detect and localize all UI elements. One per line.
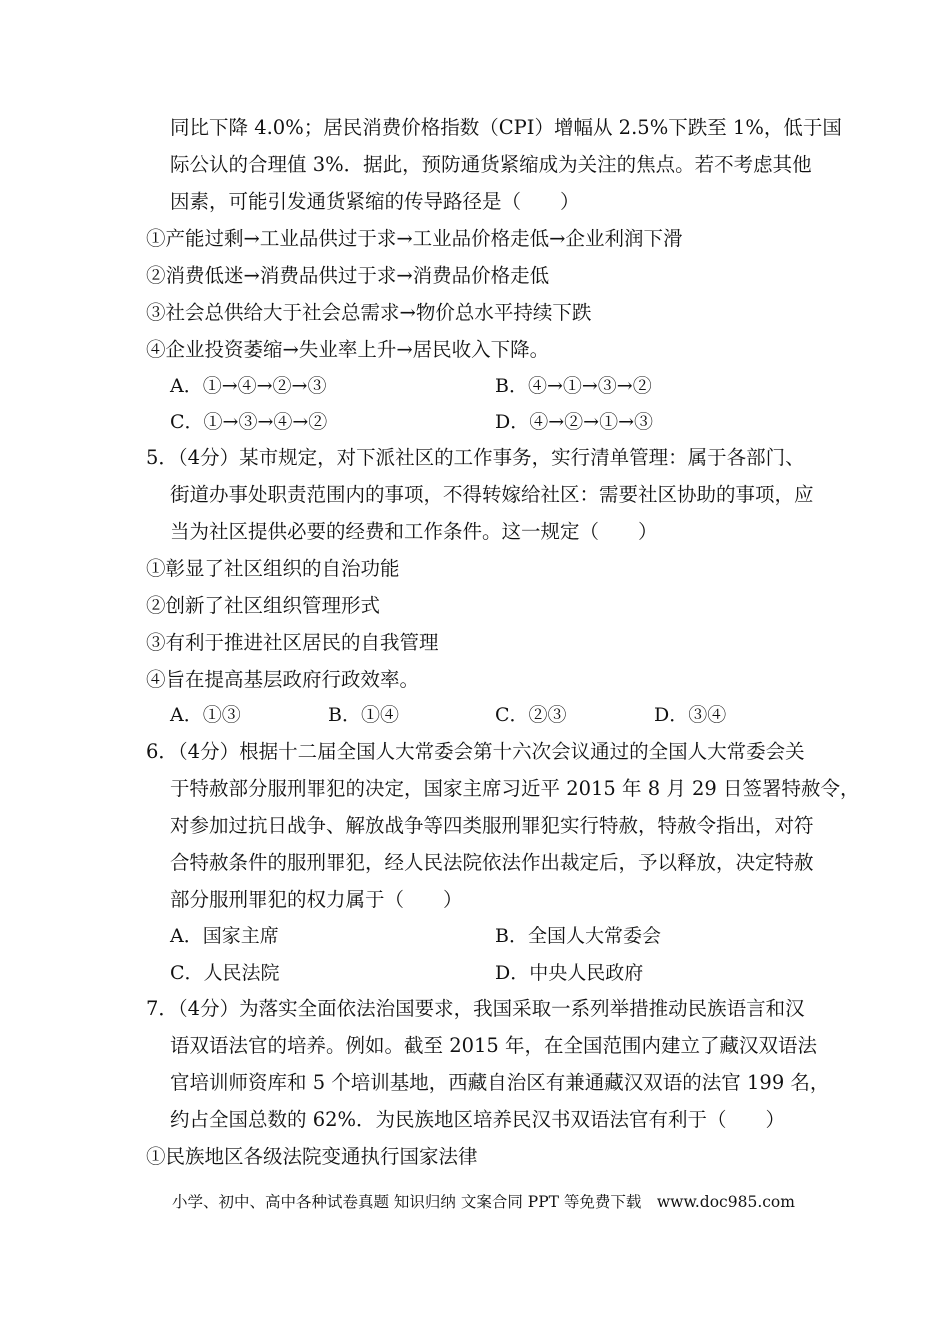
- q4-text-line-1: 同比下降 4.0%；居民消费价格指数（CPI）增幅从 2.5%下跌至 1%，低于国: [170, 116, 842, 139]
- q5-option-c: C．②③: [495, 704, 567, 726]
- q6-option-b: B．全国人大常委会: [495, 925, 661, 947]
- q6-text-line-5: 部分服刑罪犯的权力属于（ ）: [170, 888, 463, 911]
- q6-text-line-3: 对参加过抗日战争、解放战争等四类服刑罪犯实行特赦，特赦令指出，对符: [170, 814, 814, 837]
- q6-option-c: C．人民法院: [170, 962, 280, 984]
- q6-option-a: A．国家主席: [170, 925, 279, 947]
- q4-item-2: ②消费低迷→消费品供过于求→消费品价格走低: [146, 264, 550, 287]
- q7-text-line-4: 约占全国总数的 62%．为民族地区培养民汉书双语法官有利于（ ）: [170, 1108, 786, 1131]
- q6-text-line-4: 合特赦条件的服刑罪犯，经人民法院依法作出裁定后，予以释放，决定特赦: [170, 851, 814, 874]
- q6-option-d: D．中央人民政府: [495, 962, 644, 984]
- q4-item-3: ③社会总供给大于社会总需求→物价总水平持续下跌: [146, 301, 592, 324]
- q4-item-4: ④企业投资萎缩→失业率上升→居民收入下降。: [146, 338, 550, 361]
- q5-item-4: ④旨在提高基层政府行政效率。: [146, 668, 420, 691]
- q5-item-2: ②创新了社区组织管理形式: [146, 594, 381, 617]
- q7-text-line-1: 7．（4分）为落实全面依法治国要求，我国采取一系列举措推动民族语言和汉: [146, 997, 805, 1020]
- q5-item-3: ③有利于推进社区居民的自我管理: [146, 631, 439, 654]
- q4-item-1: ①产能过剩→工业品供过于求→工业品价格走低→企业利润下滑: [146, 227, 683, 250]
- q7-item-1: ①民族地区各级法院变通执行国家法律: [146, 1145, 478, 1168]
- q5-text-line-2: 街道办事处职责范围内的事项，不得转嫁给社区：需要社区协助的事项，应: [170, 483, 814, 506]
- q5-text-line-3: 当为社区提供必要的经费和工作条件。这一规定（ ）: [170, 520, 658, 543]
- page-footer: 小学、初中、高中各种试卷真题 知识归纳 文案合同 PPT 等免费下载 www.doc985.com: [172, 1193, 795, 1211]
- q4-option-c: C．①→③→④→②: [170, 411, 328, 433]
- q4-option-a: A．①→④→②→③: [170, 375, 327, 397]
- q4-option-b: B．④→①→③→②: [495, 375, 652, 397]
- q4-option-d: D．④→②→①→③: [495, 411, 653, 433]
- q5-item-1: ①彰显了社区组织的自治功能: [146, 557, 400, 580]
- q5-option-d: D．③④: [654, 704, 727, 726]
- q5-option-b: B．①④: [328, 704, 399, 726]
- q5-option-a: A．①③: [170, 704, 241, 726]
- q6-text-line-1: 6．（4分）根据十二届全国人大常委会第十六次会议通过的全国人大常委会关: [146, 740, 805, 763]
- q6-text-line-2: 于特赦部分服刑罪犯的决定，国家主席习近平 2015 年 8 月 29 日签署特赦令，: [170, 777, 860, 800]
- q7-text-line-2: 语双语法官的培养。例如。截至 2015 年，在全国范围内建立了藏汉双语法: [170, 1034, 818, 1057]
- q4-text-line-2: 际公认的合理值 3%．据此，预防通货紧缩成为关注的焦点。若不考虑其他: [170, 153, 812, 176]
- q7-text-line-3: 官培训师资库和 5 个培训基地，西藏自治区有兼通藏汉双语的法官 199 名，: [170, 1071, 830, 1094]
- q5-text-line-1: 5．（4分）某市规定，对下派社区的工作事务，实行清单管理：属于各部门、: [146, 446, 805, 469]
- q4-text-line-3: 因素，可能引发通货紧缩的传导路径是（ ）: [170, 190, 580, 213]
